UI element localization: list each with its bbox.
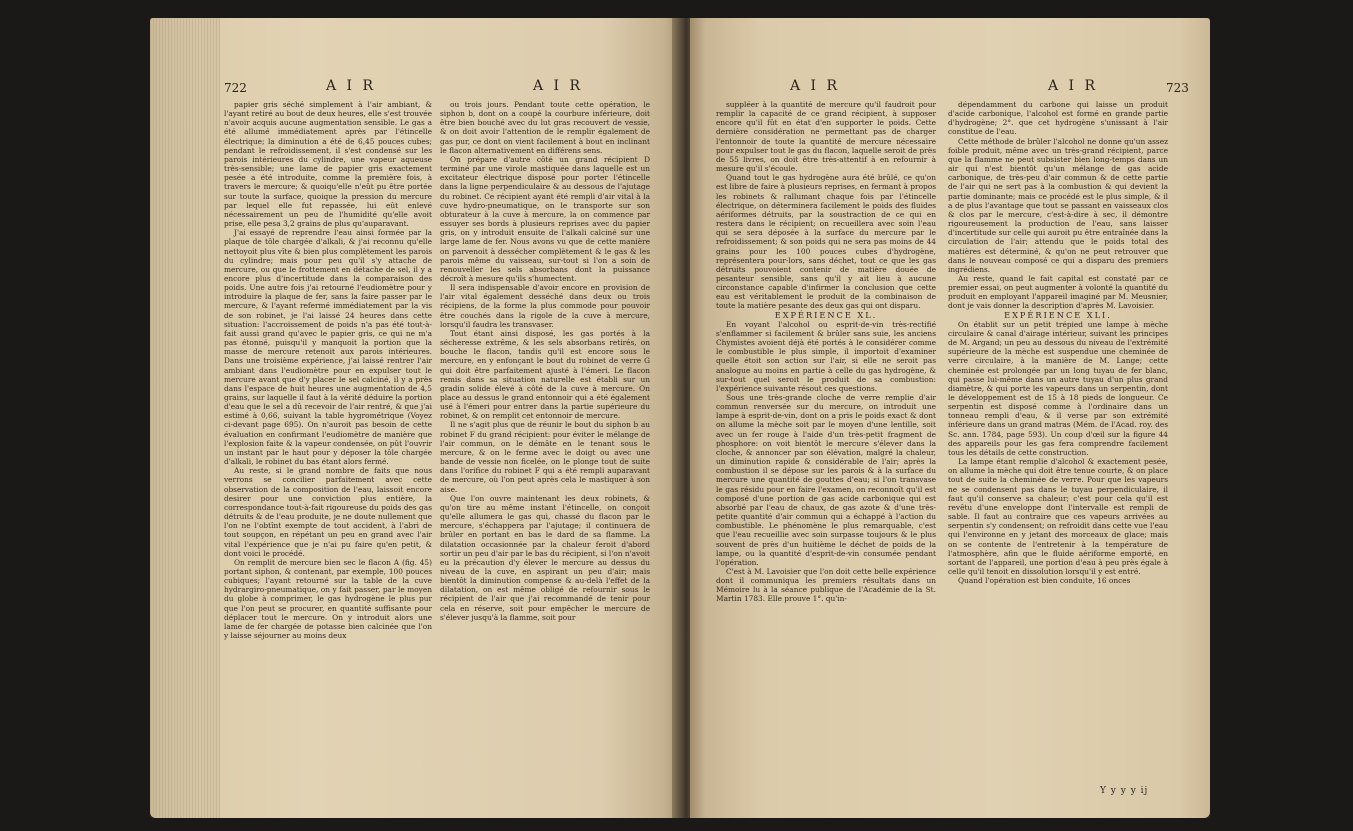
experiment-heading: EXPÉRIENCE XL. (774, 309, 878, 320)
paragraph: La lampe étant remplie d'alcohol & exactement pesée, on allume la mèche qui doit être tenue courte, & on place tout de suite la cheminée de verre. Pour que les vapeurs ne se condensent pas dans le tuyau perpendiculaire, il faut qu'il conserve sa chaleur; c'est pour cela qu'il est revêtu d'une enveloppe dont l'intervalle est rempli de sable. Il faut au contraire que ces vapeurs arrivées au serpentin s'y condensent; on refroidit dans cette vue l'eau qui l'environne en y jetant des morceaux de glace; mais on se contente de l'entretenir à la température de l'atmosphère, afin que le fluide aériforme emporté, en sortant de l'appareil, une portion d'eau à peu près égale à celle qu'il tenoit en dissolution lorsqu'il y est entré. (948, 457, 1168, 576)
page-edges (150, 18, 220, 818)
paragraph: Au reste, si le grand nombre de faits que nous verrons se concilier parfaitement avec cette observation de la composition de l'eau, laissoit encore desirer pour une conviction plus entière, la correspondance tout-à-fait rigoureuse du poids des gas détruits & de l'eau produite, je ne doute nullement que l'on ne l'obtînt exempte de tout accident, à l'abri de tout soupçon, en répétant un peu en grand avec l'air vital l'expérience que je n'ai pu faire qu'en petit, & dont voici le procédé. (224, 466, 432, 558)
paragraph: ou trois jours. Pendant toute cette opération, le siphon b, dont on a coupé la courbure inférieure, doit être bien bouché avec du lut gras recouvert de vessie, & on doit avoir l'attention de le remplir également de gas pur, ce dont on vient facilement à bout en inclinant le flacon alternativement en différens sens. (440, 100, 650, 155)
left-page (150, 18, 680, 818)
paragraph: C'est à M. Lavoisier que l'on doit cette belle expérience dont il communiqua les premiers résultats dans un Mémoire lu à la séance publique de l'Académie de la St. Martin 1783. Elle prouve 1°. qu'in- (716, 566, 936, 604)
right-page-header (690, 78, 1210, 100)
paragraph: suppléer à la quantité de mercure qu'il faudroit pour remplir la capacité de ce grand récipient, à supposer encore qu'il fût en état d'en supporter le poids. Cette dernière considération ne permettant pas de charger l'entonnoir de toute la quantité de mercure nécessaire pour expulser tout le gas du flacon, laquelle seroit de près de 55 livres, on doit être très-attentif à en refournir à mesure qu'il s'écoule. (716, 100, 936, 174)
paragraph: J'ai essayé de reprendre l'eau ainsi formée par la plaque de tôle chargée d'alkali, & j'ai reconnu qu'elle nettoyoit plus vîte & bien plus complètement les parois du cylindre; mais pour peu qu'il s'y attache de mercure, ou que le frottement en détache de sel, il y a encore plus d'incertitude dans la comparaison des poids. Une autre fois j'ai retourné l'eudiomètre pour y introduire la plaque de fer, sans la faire passer par le mercure, & l'ayant refermé immédiatement par la vis de son robinet, je l'ai laissé 24 heures dans cette situation: l'accroissement de poids n'a pas été tout-à-fait aussi grand qu'avec le papier gris, ce qui ne m'a pas étonné, puisqu'il y manquoit la portion que la masse de mercure retenoit aux parois intérieures. Dans une troisième expérience, j'ai laissé rentrer l'air ambiant dans l'eudiomètre pour en expulser tout le mercure avant que d'y placer le sel calciné, il y a près dans l'espace de huit heures une augmentation de 4,5 grains, sur laquelle il faut à la vérité déduire la portion d'eau que le sel a dû recevoir de l'air rentré, & que j'ai estimé à 0,66, suivant la table hygrométrique (Voyez ci-devant page 695). On n'auroit pas besoin de cette évaluation en confirmant l'eudiomètre de manière que l'explosion faite & la vapeur condensée, on pût l'ouvrir un instant par le haut pour y déposer la tôle chargée d'alkali, le robinet du bas étant alors fermé. (224, 228, 432, 467)
paragraph: Tout étant ainsi disposé, les gas portés à la sécheresse extrême, & les sels absorbans retirés, on bouche le flacon, tandis qu'il est encore sous le mercure, en y enfonçant le bout du robinet de verre G qui doit être parfaitement ajusté à l'émeri. Le flacon remis dans sa situation naturelle est établi sur un gradin solide élevé à côté de la cuve à mercure. On place au dessus le grand entonnoir qui a été également usé à l'émeri pour entrer dans la partie supérieure du robinet, & on remplit cet entonnoir de mercure. (440, 328, 650, 421)
text-column-2 (440, 100, 650, 622)
paragraph: Il ne s'agit plus que de réunir le bout du siphon b au robinet F du grand récipient: pour éviter le mélange de l'air commun, on le démâte en le tenant sous le mercure, & on le ferme avec le doigt ou avec une bande de vessie non ficelée, on le plonge tout de suite dans l'orifice du robinet F qui a été rempli auparavant de mercure, où l'on peut après cela le mastiquer à son aise. (440, 420, 650, 494)
paragraph: On établit sur un petit trépied une lampe à mèche circulaire & canal d'airage intérieur, suivant les principes de M. Argand; un peu au dessous du niveau de l'extrémité supérieure de la mèche est suspendue une cheminée de verre circulaire, à la manière de M. Lange; cette cheminée est prolongée par un long tuyau de fer blanc, qui passe lui-même dans un autre tuyau d'un plus grand diamètre, & qui porte les vapeurs dans un serpentin, dont le développement est de 15 à 18 pieds de longueur. Ce serpentin est disposé comme à l'ordinaire dans un tonneau rempli d'eau, & il verse par son extrémité inférieure dans un grand matras (Mém. de l'Acad. roy. des Sc. ann. 1784, page 593). Un coup d'œil sur la figure 44 des appareils pour les gas fera comprendre facilement tous les détails de cette construction. (948, 319, 1168, 457)
text-column-2 (948, 100, 1168, 585)
running-head: A I R (1048, 78, 1099, 94)
page-number: 722 (224, 81, 247, 95)
page-number: 723 (1166, 81, 1189, 95)
right-page (690, 18, 1210, 818)
paragraph: Sous une très-grande cloche de verre remplie d'air commun renversée sur du mercure, on introduit une lampe à esprit-de-vin, dont on a pris le poids exact & dont on allume la mèche soit par le moyen d'une lentille, soit avec un fer rouge à l'aide d'un très-petit fragment de phosphore: on voit bientôt le mercure s'élever dans la cloche, & annoncer par son élévation, malgré la chaleur, un diminution rapide & considérable de l'air; après la combustion il se dépose sur les parois & à la surface du mercure une quantité de gouttes d'eau; si l'on transvase le gas résidu pour en faire l'examen, on reconnoît qu'il est composé d'une portion de gas acide carbonique qui est absorbé par l'eau de chaux, de gas azote & d'une très-petite quantité d'air commun qui a échappé à l'action du combustible. Le phénomène le plus remarquable, c'est que l'eau recueillie avec soin surpasse toujours & le plus souvent de près d'un huitième le déchet de poids de la lampe, ou la quantité d'esprit-de-vin consumée pendant l'opération. (716, 393, 936, 567)
paragraph: Quand l'opération est bien conduite, 16 onces (958, 576, 1131, 586)
open-book (150, 18, 1210, 818)
paragraph: papier gris séché simplement à l'air ambiant, & l'ayant retiré au bout de deux heures, elle s'est trouvée n'avoir acquis aucune augmentation sensible. Le gas a été allumé immédiatement après par l'étincelle électrique; la diminution a été de 6,45 pouces cubes; pendant le refroidissement, il s'est condensé sur les parois intérieures du cylindre, une vapeur aqueuse très-sensible; une lame de papier gris exactement pesée a été introduite, comme la première fois, à travers le mercure; & quoiqu'elle n'eût pu être portée sur toute la surface, quoique la pression du mercure par lequel elle fut repassée, lui eût enlevé nécessairement un peu de l'humidité qu'elle avoit prise, elle pesa 3,2 grains de plus qu'auparavant. (224, 100, 432, 229)
paragraph: Quand tout le gas hydrogène aura été brûlé, ce qu'on est libre de faire à plusieurs reprises, en fermant à propos les robinets & rallumant chaque fois par l'étincelle électrique, on déterminera facilement le poids des fluides aériformes détruits, par la soustraction de ce qui en restera dans le récipient; on recueillera avec soin l'eau qui se sera déposée à la surface du mercure par le refroidissement; & son poids qui ne sera pas moins de 44 grains pour les 100 pouces cubes d'hydrogène, représentera pour-lors, sans déchet, tout ce que les gas détruits pouvoient contenir de matière douée de pesanteur sensible, sans qu'il y ait lieu à aucune circonstance capable d'infirmer la conclusion que cette eau est véritablement le produit de la combinaison de toute la matière pesante des deux gas qui ont disparu. (716, 173, 936, 311)
paragraph: dépendamment du carbone qui laisse un produit d'acide carbonique, l'alcohol est formé en grande partie d'hydrogène; 2°. que cet hydrogène s'unissant à l'air constitue de l'eau. (948, 100, 1168, 137)
paragraph: En voyant l'alcohol ou esprit-de-vin très-rectifié s'enflammer si facilement & brûler sans suie, les anciens Chymistes avoient déjà été portés à le considérer comme le combustible le plus simple, il importoit d'examiner quelle étoit son action sur l'air, si elle ne seroit pas analogue au moins en partie à celle du gas hydrogène, & sur-tout quel seroit le produit de sa combustion: l'expérience suivante résout ces questions. (716, 319, 936, 393)
running-head: A I R (533, 78, 584, 94)
paragraph: On prépare d'autre côté un grand récipient D terminé par une virole mastiquée dans laquelle est un excitateur électrique disposé pour porter l'étincelle dans la ligne perpendiculaire & au dessous de l'ajutage du robinet. Ce récipient ayant été rempli d'air vital à la cuve hydro-pneumatique, on le transporte sur son obturateur à la cuve à mercure, la on commence par essuyer ses bords à plusieurs reprises avec du papier gris, on y introduit ensuite de l'alkali calciné sur une large lame de fer. Nous avons vu que de cette manière on parvenoit à dessécher complètement & le gas & les parois même du vaisseau, sur-tout si l'on a soin de renouveller les sels absorbans dont la puissance décroît à mesure qu'ils s'humectent. (440, 154, 650, 283)
paragraph: Il sera indispensable d'avoir encore en provision de l'air vital également desséché dans deux ou trois récipiens, de la forme la plus commode pour pouvoir être couchés dans la rigole de la cuve à mercure, lorsqu'il faudra les transvaser. (440, 283, 650, 329)
paragraph: On remplit de mercure bien sec le flacon A (fig. 45) portant siphon, & contenant, par exemple, 100 pouces cubiques; l'ayant retourné sur la table de la cuve hydrargiro-pneumatique, on y fait passer, par le moyen du globe à comprimer, le gas hydrogène le plus pur que l'on peut se procurer, en quantité suffisante pour déplacer tout le mercure. On y introduit alors une lame de fer chargée de potasse bien calcinée que l'on y laisse séjourner au moins deux (224, 557, 432, 641)
experiment-heading: EXPÉRIENCE XLI. (1004, 309, 1112, 320)
text-column-1 (716, 100, 936, 604)
running-head: A I R (326, 78, 377, 94)
paragraph: Au reste, quand le fait capital est constaté par ce premier essai, on peut augmenter à volonté la quantité du produit en employant l'appareil imaginé par M. Meusnier, dont je vais donner la description d'après M. Lavoisier. (948, 273, 1168, 311)
paragraph: Que l'on ouvre maintenant les deux robinets, & qu'on tire au même instant l'étincelle, on conçoit qu'elle allumera le gas qui, chassé du flacon par le mercure, s'échappera par l'ajutage; il continuera de brûler en portant en bas le dard de sa flamme. La dilatation occasionnée par la chaleur feroit d'abord sortir un peu d'air par le bas du récipient, si l'on n'avoit eu la précaution d'y élever le mercure au dessus du niveau de la cuve, en aspirant un peu d'air; mais bientôt la diminution compense & au-delà l'effet de la dilatation, on est même obligé de refournir sous le récipient de l'air que j'ai recommandé de tenir pour cela en réserve, soit pour empêcher le mercure de s'élever jusqu'à la flamme, soit pour (440, 493, 650, 622)
signature-mark: Y y y y ij (1100, 786, 1149, 796)
text-column-1 (224, 100, 432, 640)
paragraph: Cette méthode de brûler l'alcohol ne donne qu'un assez foible produit, même avec un très-grand récipient, parce que la flamme ne peut subsister bien long-temps dans un air qui n'est bientôt qu'un mélange de gas acide carbonique, de très-peu d'air commun & de cette partie de l'air qui ne sert pas à la combustion & qui devient la partie dominante; mais ce procédé est le plus simple, & il a de plus l'avantage que tout se passant en vaisseaux clos & clos par le mercure, c'est-à-dire à sec, il démontre rigoureusement la production de l'eau, sans laisser d'incertitude sur celle qui auroit pu être entraînée dans la circulation de l'air; attendu que le poids total des matières est déterminé, & qu'on ne peut retrouver que dans le nouveau composé ce qui a disparu des premiers ingrédiens. (948, 136, 1168, 274)
left-page-header (150, 78, 680, 100)
running-head: A I R (790, 78, 841, 94)
